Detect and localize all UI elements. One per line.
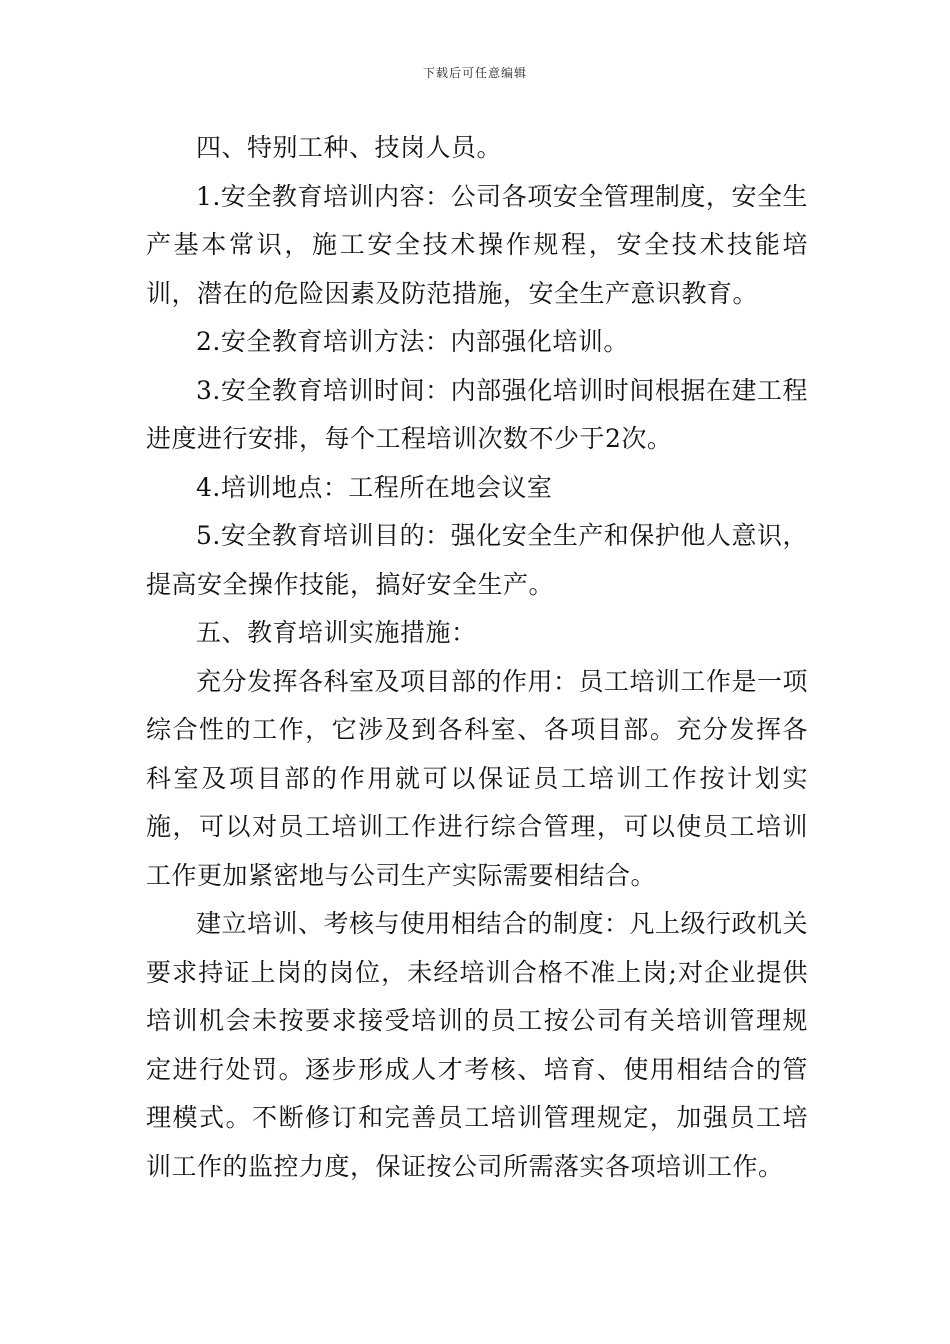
paragraph-training-goal: 5.安全教育培训目的：强化安全生产和保护他人意识，提高安全操作技能，搞好安全生产。 (146, 521, 808, 599)
paragraph-training-content: 1.安全教育培训内容：公司各项安全管理制度，安全生产基本常识，施工安全技术操作规程，安全技术技能培训，潜在的危险因素及防范措施，安全生产意识教育。 (146, 181, 808, 308)
heading-special-workers: 四、特别工种、技岗人员。 (196, 133, 503, 162)
paragraph-assessment-system: 建立培训、考核与使用相结合的制度：凡上级行政机关要求持证上岗的岗位，未经培训合格不准上岗;对企业提供培训机会未按要求接受培训的员工按公司有关培训管理规定进行处罚。逐步形成人才考核、培育、使用相结合的管理模式。不断修订和完善员工培训管理规定，加强员工培训工作的监控力度，保证按公司所需落实各项培训工作。 (146, 909, 809, 1181)
paragraph-departments-role: 充分发挥各科室及项目部的作用：员工培训工作是一项综合性的工作，它涉及到各科室、各项目部。充分发挥各科室及项目部的作用就可以保证员工培训工作按计划实施，可以对员工培训工作进行综合管理，可以使员工培训工作更加紧密地与公司生产实际需要相结合。 (146, 666, 809, 890)
document-body (146, 124, 808, 1191)
paragraph-training-method: 2.安全教育培训方法：内部强化培训。 (196, 327, 629, 356)
paragraph-training-time: 3.安全教育培训时间：内部强化培训时间根据在建工程进度进行安排，每个工程培训次数不少于2次。 (146, 375, 808, 453)
paragraph-training-location: 4.培训地点：工程所在地会议室 (196, 472, 553, 502)
header-note: 下载后可任意编辑 (422, 66, 527, 80)
heading-implementation-measures: 五、教育培训实施措施： (196, 618, 477, 647)
